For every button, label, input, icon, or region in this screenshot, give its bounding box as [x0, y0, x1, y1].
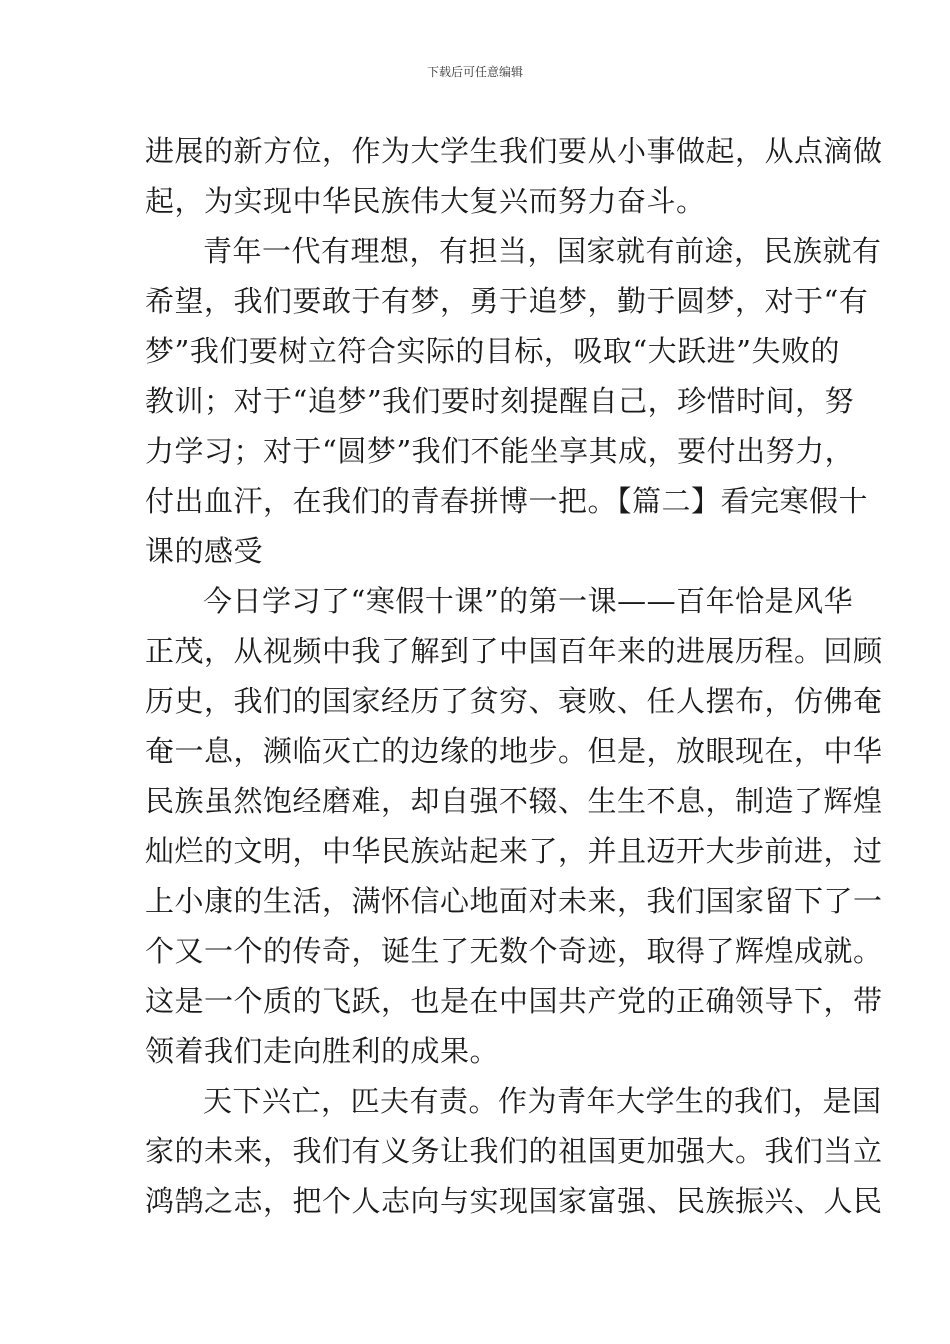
text-line: 付出血汗，在我们的青春拼博一把。【篇二】看完寒假十: [145, 484, 869, 518]
text-line: 历史，我们的国家经历了贫穷、衰败、任人摆布，仿佛奄: [145, 684, 883, 718]
document-body: [145, 126, 883, 1226]
page-header: 下载后可任意编辑: [426, 65, 523, 79]
text-line: 上小康的生活，满怀信心地面对未来，我们国家留下了一: [145, 884, 883, 918]
paragraph: [145, 576, 883, 1076]
text-line: 青年一代有理想，有担当，国家就有前途，民族就有: [203, 234, 882, 268]
text-line: 个又一个的传奇，诞生了无数个奇迹，取得了辉煌成就。: [145, 934, 883, 968]
text-line: 家的未来，我们有义务让我们的祖国更加强大。我们当立: [145, 1134, 883, 1168]
text-line: 民族虽然饱经磨难，却自强不辍、生生不息，制造了辉煌: [145, 784, 883, 818]
text-line: 希望，我们要敢于有梦，勇于追梦，勤于圆梦，对于“有: [145, 284, 869, 318]
paragraph: [145, 126, 883, 226]
text-line: 进展的新方位，作为大学生我们要从小事做起，从点滴做: [145, 134, 883, 168]
paragraph: [145, 226, 882, 576]
text-line: 鸿鹄之志，把个人志向与实现国家富强、民族振兴、人民: [145, 1184, 883, 1218]
text-line: 正茂，从视频中我了解到了中国百年来的进展历程。回顾: [145, 634, 883, 668]
text-line: 领着我们走向胜利的成果。: [145, 1034, 500, 1068]
text-line: 起，为实现中华民族伟大复兴而努力奋斗。: [145, 184, 706, 218]
text-line: 这是一个质的飞跃，也是在中国共产党的正确领导下，带: [145, 984, 883, 1018]
text-line: 天下兴亡，匹夫有责。作为青年大学生的我们，是国: [203, 1084, 882, 1118]
text-line: 灿烂的文明，中华民族站起来了，并且迈开大步前进，过: [145, 834, 883, 868]
text-line: 梦”我们要树立符合实际的目标，吸取“大跃进”失败的: [145, 334, 840, 368]
text-line: 今日学习了“寒假十课”的第一课——百年恰是风华: [203, 584, 854, 618]
text-line: 力学习；对于“圆梦”我们不能坐享其成，要付出努力，: [145, 434, 855, 468]
paragraph: [145, 1076, 883, 1226]
text-line: 教训；对于“追梦”我们要时刻提醒自己，珍惜时间，努: [145, 384, 855, 418]
text-line: 课的感受: [145, 534, 264, 568]
text-line: 奄一息，濒临灭亡的边缘的地步。但是，放眼现在，中华: [145, 734, 883, 768]
